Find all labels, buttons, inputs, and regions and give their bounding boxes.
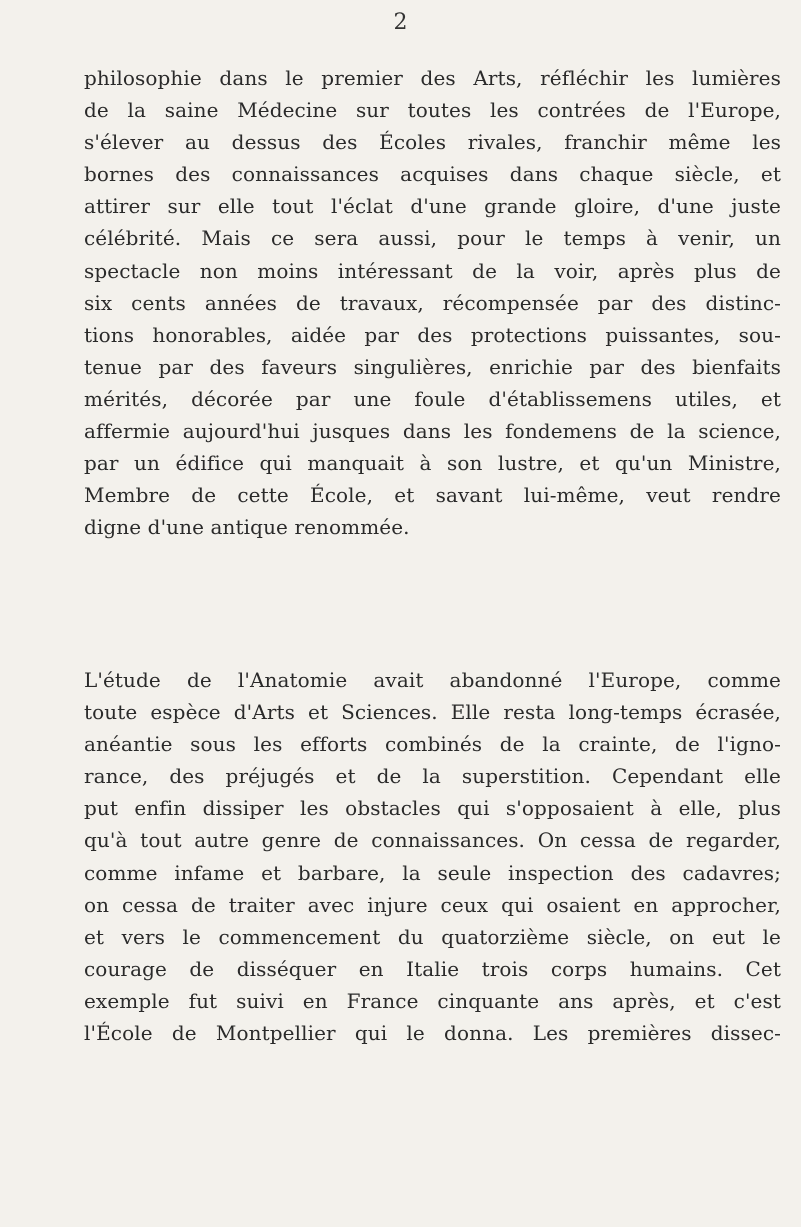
text-line: courage de disséquer en Italie trois corps humains. Cet — [84, 956, 781, 981]
text-line: on cessa de traiter avec injure ceux qui osaient en approcher, — [84, 892, 781, 917]
text-line: mérités, décorée par une foule d'établissemens utiles, et — [84, 386, 781, 411]
text-line: l'École de Montpellier qui le donna. Les premières dissec- — [84, 1021, 781, 1046]
text-line: comme infame et barbare, la seule inspection des cadavres; — [84, 860, 781, 885]
text-line: Membre de cette École, et savant lui-même, veut rendre — [84, 483, 781, 508]
text-line: attirer sur elle tout l'éclat d'une grande gloire, d'une juste — [84, 194, 781, 219]
page-number: 2 — [393, 10, 408, 35]
text-line: qu'à tout autre genre de connaissances. On cessa de regarder, — [84, 828, 781, 853]
paragraph-1 — [84, 62, 781, 543]
text-line: tenue par des faveurs singulières, enrichie par des bienfaits — [84, 354, 781, 379]
text-line: s'élever au dessus des Écoles rivales, franchir même les — [84, 130, 781, 155]
text-line: exemple fut suivi en France cinquante ans après, et c'est — [84, 988, 781, 1013]
text-line: célébrité. Mais ce sera aussi, pour le temps à venir, un — [84, 226, 781, 251]
text-line: toute espèce d'Arts et Sciences. Elle resta long-temps écrasée, — [84, 700, 781, 725]
paragraph-2 — [84, 664, 781, 1049]
text-line: et vers le commencement du quatorzième siècle, on eut le — [84, 924, 781, 949]
text-line: L'étude de l'Anatomie avait abandonné l'Europe, comme — [84, 668, 781, 692]
text-line: par un édifice qui manquait à son lustre, et qu'un Ministre, — [84, 451, 781, 476]
text-line: tions honorables, aidée par des protections puissantes, sou- — [84, 322, 781, 347]
text-line: digne d'une antique renommée. — [84, 515, 410, 540]
text-line: six cents années de travaux, récompensée par des distinc- — [84, 290, 781, 315]
text-line: rance, des préjugés et de la superstition. Cependant elle — [84, 764, 781, 789]
text-line: put enfin dissiper les obstacles qui s'opposaient à elle, plus — [84, 796, 781, 821]
text-line: philosophie dans le premier des Arts, réfléchir les lumières — [84, 66, 781, 90]
text-line: bornes des connaissances acquises dans chaque siècle, et — [84, 162, 781, 187]
text-line: spectacle non moins intéressant de la voir, après plus de — [84, 258, 781, 283]
text-line: affermie aujourd'hui jusques dans les fondemens de la science, — [84, 419, 781, 444]
text-line: anéantie sous les efforts combinés de la crainte, de l'igno- — [84, 732, 781, 757]
text-line: de la saine Médecine sur toutes les contrées de l'Europe, — [84, 98, 781, 123]
